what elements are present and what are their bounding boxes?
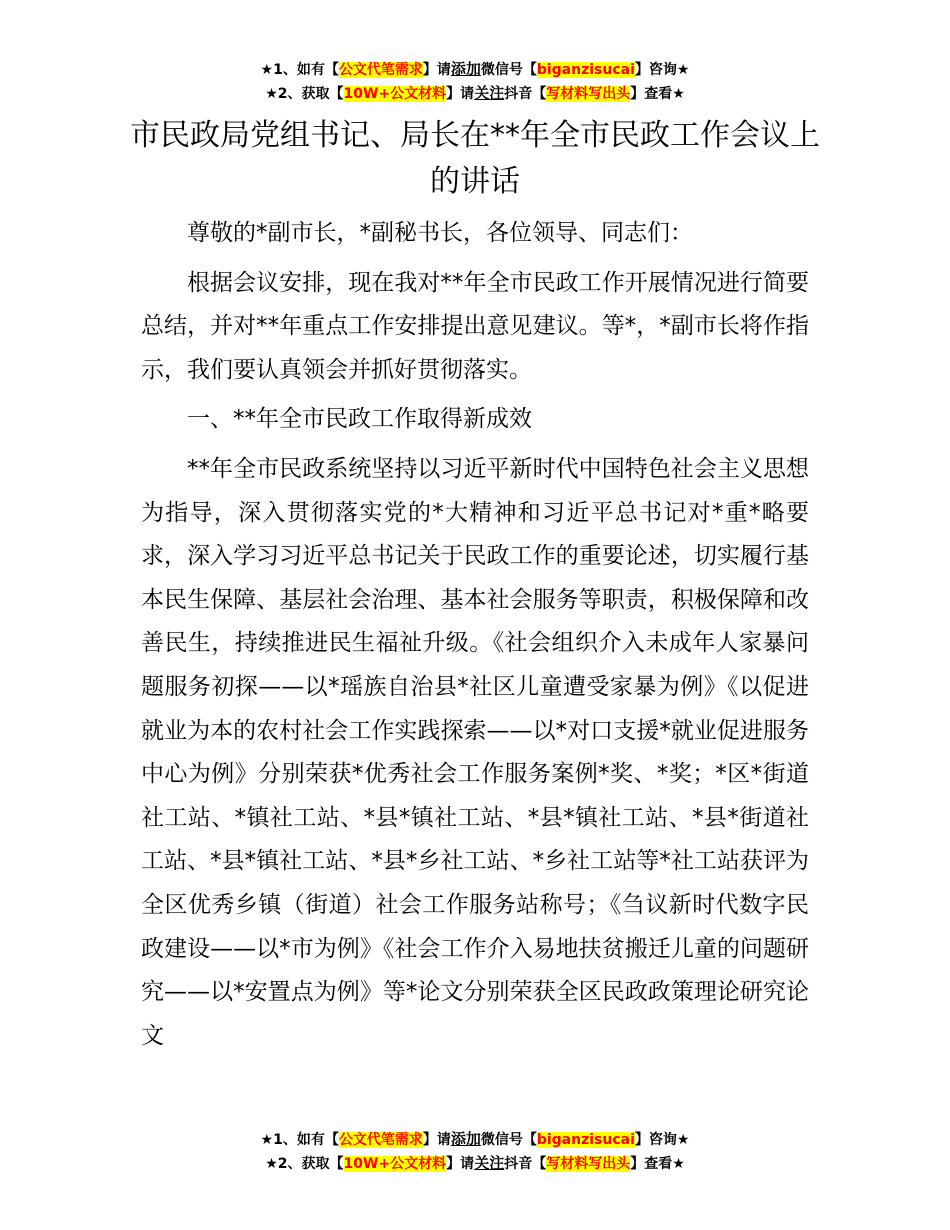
section-heading: 一、**年全市民政工作取得新成效 bbox=[187, 406, 532, 433]
banner-text: 】咨询★ bbox=[634, 62, 690, 78]
banner-text: 】请 bbox=[446, 1156, 475, 1172]
highlight-materials: 10W+公文材料 bbox=[343, 86, 447, 102]
banner-text: ★2、获取【 bbox=[265, 1156, 344, 1172]
highlight-douyin-id: 写材料写出头 bbox=[546, 1156, 631, 1172]
banner-underlined-text: 添加 bbox=[450, 1130, 481, 1148]
header-banner bbox=[0, 58, 950, 106]
banner-text: 】查看★ bbox=[630, 1156, 685, 1172]
banner-line-2 bbox=[0, 1152, 950, 1176]
banner-text: 抖音【 bbox=[504, 86, 547, 102]
banner-text: ★1、如有【 bbox=[260, 1132, 339, 1148]
footer-banner bbox=[0, 1128, 950, 1176]
banner-text: 微信号【 bbox=[480, 62, 537, 78]
document-body bbox=[141, 212, 809, 1064]
banner-text: 】咨询★ bbox=[634, 1132, 690, 1148]
document-title: 市民政局党组书记、局长在**年全市民政工作会议上的讲话 bbox=[130, 118, 820, 199]
highlight-ghostwriting: 公文代笔需求 bbox=[338, 1132, 423, 1148]
paragraph-achievements: **年全市民政系统坚持以习近平新时代中国特色社会主义思想为指导，深入贯彻落实党的*大精神和习近平总书记对*重*略要求，深入学习习近平总书记关于民政工作的重要论述，切实履行基本民生保障、基层社会治理、基本社会服务等职责，积极保障和改善民生，持续推进民生福祉升级。《社会组织介入未成年人家暴问题服务初探——以*瑶族自治县*社区儿童遭受家暴为例》《以促进就业为本的农村社会工作实践探索——以*对口支援*就业促进服务中心为例》分别荣获*优秀社会工作服务案例*奖、*奖；*区*街道社工站、*镇社工站、*县*镇社工站、*县*镇社工站、*县*街道社工站、*县*镇社工站、*县*乡社工站、*乡社工站等*社工站获评为全区优秀乡镇（街道）社会工作服务站称号；《刍议新时代数字民政建设——以*市为例》《社会工作介入易地扶贫搬迁儿童的问题研究——以*安置点为例》等*论文分别荣获全区民政政策理论研究论文 bbox=[141, 455, 809, 1049]
banner-line-2 bbox=[0, 82, 950, 106]
banner-text: 】请 bbox=[422, 1132, 451, 1148]
highlight-materials: 10W+公文材料 bbox=[343, 1156, 447, 1172]
banner-text: 抖音【 bbox=[504, 1156, 547, 1172]
highlight-wechat-id: biganzisucai bbox=[536, 1132, 635, 1148]
salutation: 尊敬的*副市长，*副秘书长，各位领导、同志们： bbox=[187, 220, 693, 246]
highlight-douyin-id: 写材料写出头 bbox=[546, 86, 631, 102]
banner-underlined-text: 关注 bbox=[474, 1154, 505, 1172]
banner-underlined-text: 关注 bbox=[474, 84, 505, 102]
banner-line-1 bbox=[0, 58, 950, 82]
paragraph-intro: 根据会议安排，现在我对**年全市民政工作开展情况进行简要总结，并对**年重点工作安排提出意见建议。等*，*副市长将作指示，我们要认真领会并抓好贯彻落实。 bbox=[141, 269, 810, 383]
banner-text: 】查看★ bbox=[630, 86, 685, 102]
banner-text: 】请 bbox=[422, 62, 451, 78]
banner-text: ★1、如有【 bbox=[260, 62, 339, 78]
highlight-ghostwriting: 公文代笔需求 bbox=[338, 62, 423, 78]
banner-underlined-text: 添加 bbox=[450, 60, 481, 78]
banner-text: 】请 bbox=[446, 86, 475, 102]
banner-text: 微信号【 bbox=[480, 1132, 537, 1148]
highlight-wechat-id: biganzisucai bbox=[536, 62, 635, 78]
banner-line-1 bbox=[0, 1128, 950, 1152]
banner-text: ★2、获取【 bbox=[265, 86, 344, 102]
